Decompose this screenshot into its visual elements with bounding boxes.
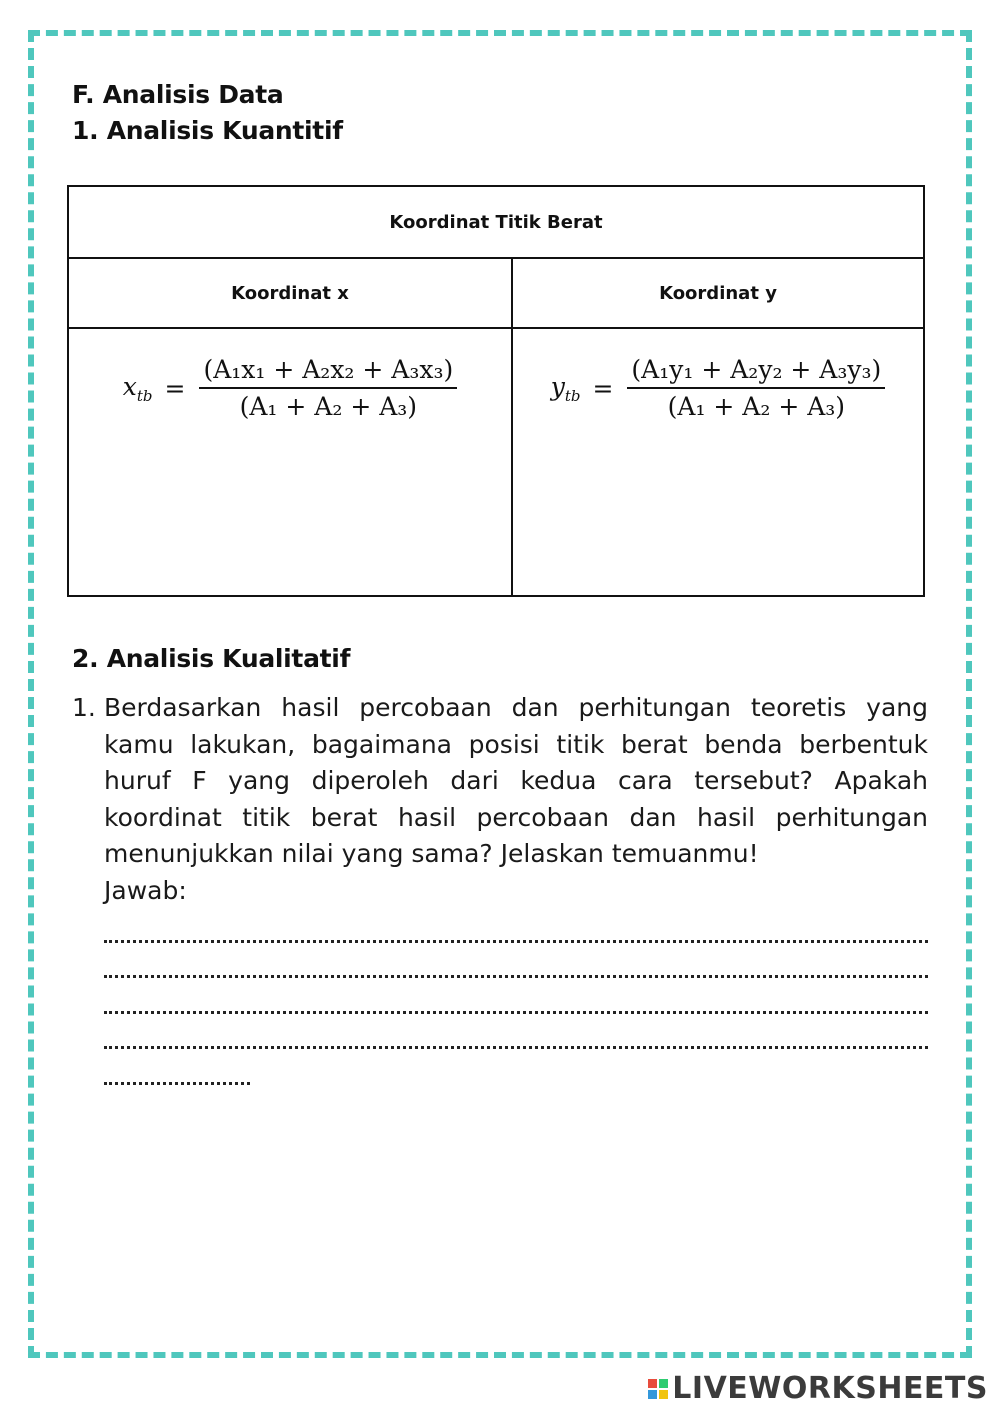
answer-line[interactable]	[104, 1059, 928, 1095]
formula-y	[513, 355, 923, 421]
answer-area[interactable]	[104, 917, 928, 1095]
logo-square	[648, 1379, 657, 1388]
formula-x	[69, 355, 511, 421]
table-title: Koordinat Titik Berat	[68, 186, 924, 258]
formula-x-denominator: (A₁ + A₂ + A₃)	[239, 392, 418, 421]
formula-y-lhs-sub: tb	[564, 386, 581, 405]
formula-x-equals: =	[164, 373, 186, 403]
formula-x-cell	[68, 328, 512, 596]
formula-y-denominator: (A₁ + A₂ + A₃)	[667, 392, 846, 421]
column-header-x: Koordinat x	[68, 258, 512, 328]
column-header-y: Koordinat y	[512, 258, 924, 328]
formula-y-fraction	[627, 355, 885, 421]
answer-label: Jawab:	[104, 875, 187, 905]
formula-x-lhs-sub: tb	[136, 386, 153, 405]
question-number: 1.	[72, 693, 96, 722]
formula-x-fraction	[199, 355, 457, 421]
answer-line[interactable]	[104, 917, 928, 953]
logo-square	[659, 1390, 668, 1399]
quantitative-heading: 1. Analisis Kuantitif	[72, 116, 343, 145]
formula-y-lhs: y	[550, 371, 565, 401]
answer-line[interactable]	[104, 988, 928, 1024]
answer-line[interactable]	[104, 953, 928, 989]
logo-icon	[648, 1379, 668, 1399]
qualitative-heading: 2. Analisis Kualitatif	[72, 644, 351, 673]
formula-y-numerator: (A₁y₁ + A₂y₂ + A₃y₃)	[627, 355, 885, 389]
center-of-gravity-table	[67, 185, 925, 597]
brand-name: LIVEWORKSHEETS	[672, 1371, 988, 1406]
answer-line[interactable]	[104, 1024, 928, 1060]
formula-x-lhs: x	[122, 371, 137, 401]
question-1	[72, 690, 928, 1095]
logo-square	[659, 1379, 668, 1388]
logo-square	[648, 1390, 657, 1399]
formula-x-numerator: (A₁x₁ + A₂x₂ + A₃x₃)	[199, 355, 457, 389]
formula-y-equals: =	[592, 373, 614, 403]
liveworksheets-logo	[648, 1371, 988, 1406]
section-heading: F. Analisis Data	[72, 80, 284, 109]
formula-y-cell	[512, 328, 924, 596]
question-text: Berdasarkan hasil percobaan dan perhitungan teoretis yang kamu lakukan, bagaimana posisi titik berat benda berbentuk huruf F yang diperoleh dari kedua cara tersebut? Apakah koordinat titik berat hasil percobaan dan hasil perhitungan menunjukkan nilai yang sama? Jelaskan temuanmu!	[104, 693, 928, 868]
